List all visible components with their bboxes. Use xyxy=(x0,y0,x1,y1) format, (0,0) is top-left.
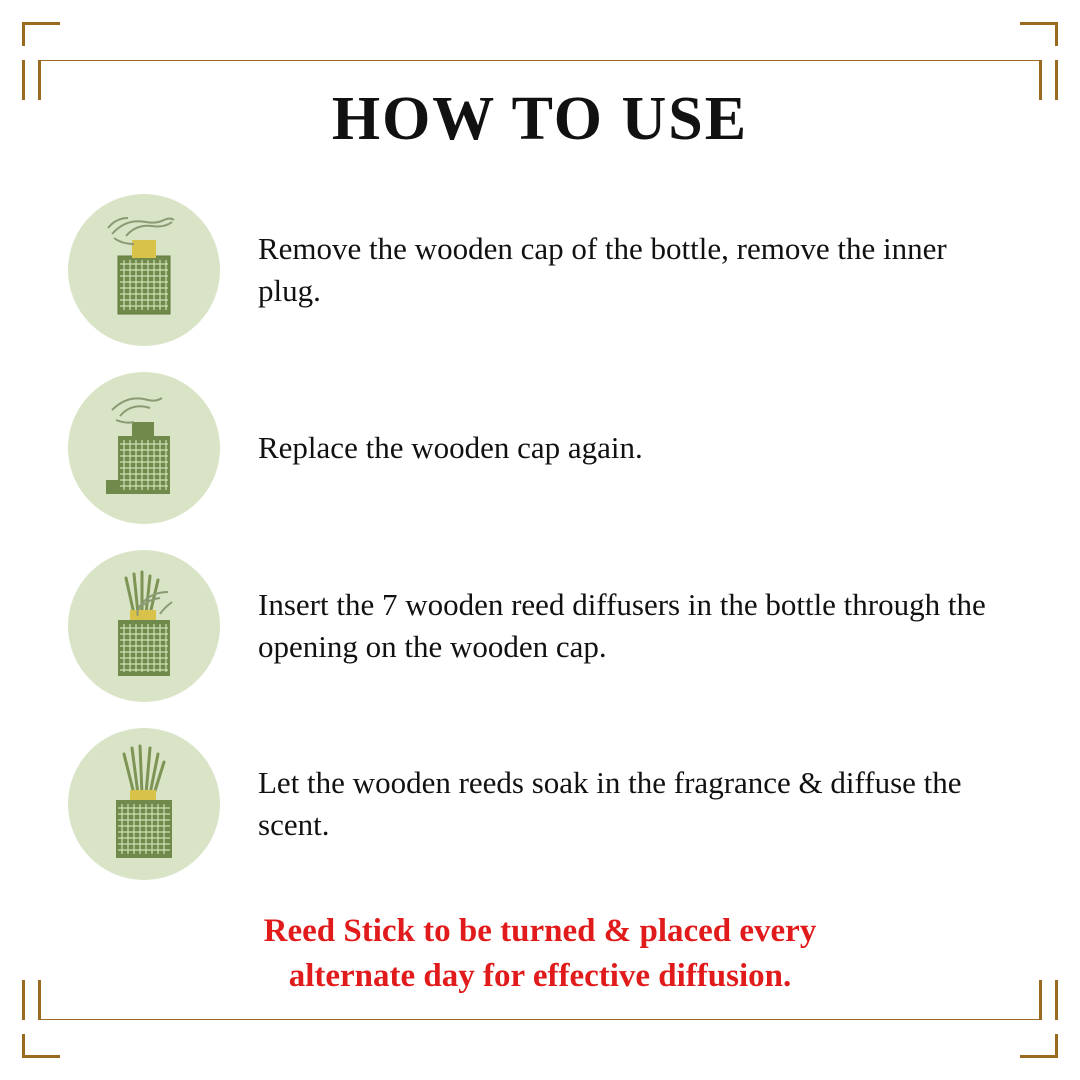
hand-inserting-reeds-icon xyxy=(68,550,220,702)
list-item xyxy=(60,181,1020,359)
steps-list xyxy=(60,181,1020,893)
frame-mask-left xyxy=(10,100,42,980)
content-area xyxy=(60,70,1020,1010)
list-item xyxy=(60,359,1020,537)
footer-note-line-2: alternate day for effective diffusion. xyxy=(288,957,792,994)
frame-mask-right xyxy=(1038,100,1070,980)
list-item-label: Remove the wooden cap of the bottle, remove the inner plug. xyxy=(258,231,947,308)
reeds-diffusing-icon xyxy=(68,728,220,880)
list-item xyxy=(60,715,1020,893)
footer-note-line-1: Reed Stick to be turned & placed every xyxy=(263,913,817,949)
hand-removing-cap-icon xyxy=(68,194,220,346)
list-item-label: Replace the wooden cap again. xyxy=(258,430,643,466)
footer-note xyxy=(60,909,1020,998)
page-title: HOW TO USE xyxy=(331,85,749,153)
list-item-label: Let the wooden reeds soak in the fragrance & diffuse the scent. xyxy=(258,765,962,842)
list-item xyxy=(60,537,1020,715)
frame-mask-bottom xyxy=(60,1044,1020,1070)
frame-mask-inner-top xyxy=(10,46,1070,60)
hand-replacing-cap-icon xyxy=(68,372,220,524)
frame-mask-top xyxy=(60,10,1020,36)
list-item-label: Insert the 7 wooden reed diffusers in the bottle through the opening on the wooden cap. xyxy=(258,587,986,664)
frame-mask-inner-bottom xyxy=(10,1020,1070,1034)
